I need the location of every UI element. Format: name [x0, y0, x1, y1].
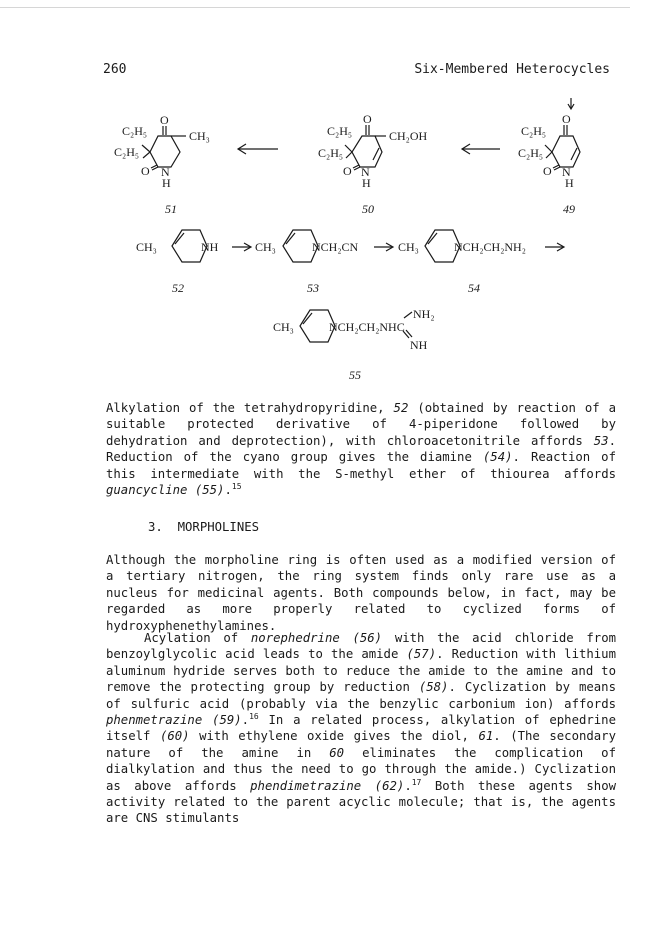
c49-sub2: C₂H₅	[518, 146, 544, 160]
c52-right: NH	[201, 240, 219, 254]
c50-o-top: O	[363, 112, 372, 126]
c51-h: H	[162, 176, 171, 190]
label-50: 50	[362, 202, 374, 216]
paragraph-morpholine-intro: Although the morpholine ring is often used as a modified version of a tertiary nitrogen, the ring system finds only rare use as a nucleus for medicinal agents. Both compounds below, in fact, may be regarded as more properly related to cyclized forms of hydroxyphenethylamines.	[106, 553, 616, 633]
label-54: 54	[468, 281, 480, 295]
paragraph-phenmetrazine: Acylation of norephedrine (56) with the acid chloride from benzoylglycolic acid leads to the amide (57). Reduction with lithium aluminum hydride serves both to reduce the amide to the amine and to remove the protecting group by reduction (58). Cyclization by means of sulfuric acid (probably via the benzylic carbonium ion) affords phenmetrazine (59).$^{16}$ In a related process, alkylation of ephedrine itself (60) with ethylene oxide gives the diol, 61. (The secondary nature of the amine in 60 eliminates the complication of dialkylation and thus the need to go through the amide.) Cyclization as above affords phendimetrazine (62).$^{17}$ Both these agents show activity related to the parent acyclic molecule; that is, the agents are CNS stimulants	[106, 631, 617, 826]
ref-17: 17	[411, 777, 422, 787]
c55-left: CH₃	[273, 320, 294, 334]
c49-n: N	[562, 165, 571, 179]
drug-guancycline: guancycline (55)	[106, 483, 225, 498]
c53-left: CH₃	[255, 240, 276, 254]
c50-o-bottom: O	[343, 164, 352, 178]
ref-16: 16	[249, 712, 259, 722]
paragraph-guancycline: Alkylation of the tetrahydropyridine, 52 (obtained by reaction of a suitable protected derivative of 4-piperidone followed by dehydration and deprotection), with chloroacetonitrile affords 53. Reduction of the cyano group gives the diamine (54). Reaction of this intermediate with the S-methyl ether of thiourea affords guancycline (55).$^{15}$	[106, 401, 617, 498]
running-title: Six-Membered Heterocycles	[414, 62, 610, 77]
c50-sub2: C₂H₅	[318, 146, 344, 160]
c50-n: N	[361, 165, 370, 179]
ref-15: 15	[231, 482, 242, 492]
label-53: 53	[307, 281, 319, 295]
c52-left: CH₃	[136, 240, 157, 254]
c55-nh2: NH₂	[413, 307, 435, 321]
c51-methyl: CH₃	[189, 129, 210, 143]
c53-right: NCH₂CN	[312, 240, 359, 254]
label-51: 51	[165, 202, 177, 216]
c54-left: CH₃	[398, 240, 419, 254]
c51-n: N	[161, 165, 170, 179]
c51-o-top: O	[160, 113, 169, 127]
section-heading-morpholines: 3. MORPHOLINES	[148, 520, 260, 534]
c51-sub2: C₂H₅	[114, 145, 140, 159]
c55-right: NCH₂CH₂NHC	[329, 320, 405, 334]
label-55: 55	[349, 368, 361, 382]
c49-o-top: O	[562, 112, 571, 126]
c54-right: NCH₂CH₂NH₂	[454, 240, 526, 254]
c50-sub1: C₂H₅	[327, 124, 353, 138]
c51-sub1: C₂H₅	[122, 124, 148, 138]
drug-phendimetrazine: phendimetrazine (62)	[250, 778, 405, 793]
page-number: 260	[103, 62, 127, 77]
c51-o-bottom: O	[141, 164, 150, 178]
c49-o-bottom: O	[543, 164, 552, 178]
label-52: 52	[172, 281, 184, 295]
label-49: 49	[563, 202, 575, 216]
c49-h: H	[565, 176, 574, 190]
drug-phenmetrazine: phenmetrazine (59)	[106, 713, 242, 728]
c50-h: H	[362, 176, 371, 190]
reaction-scheme	[0, 0, 654, 400]
c50-ch2oh: CH₂OH	[389, 129, 428, 143]
c55-nh: NH	[410, 338, 428, 352]
c49-sub1: C₂H₅	[521, 124, 547, 138]
